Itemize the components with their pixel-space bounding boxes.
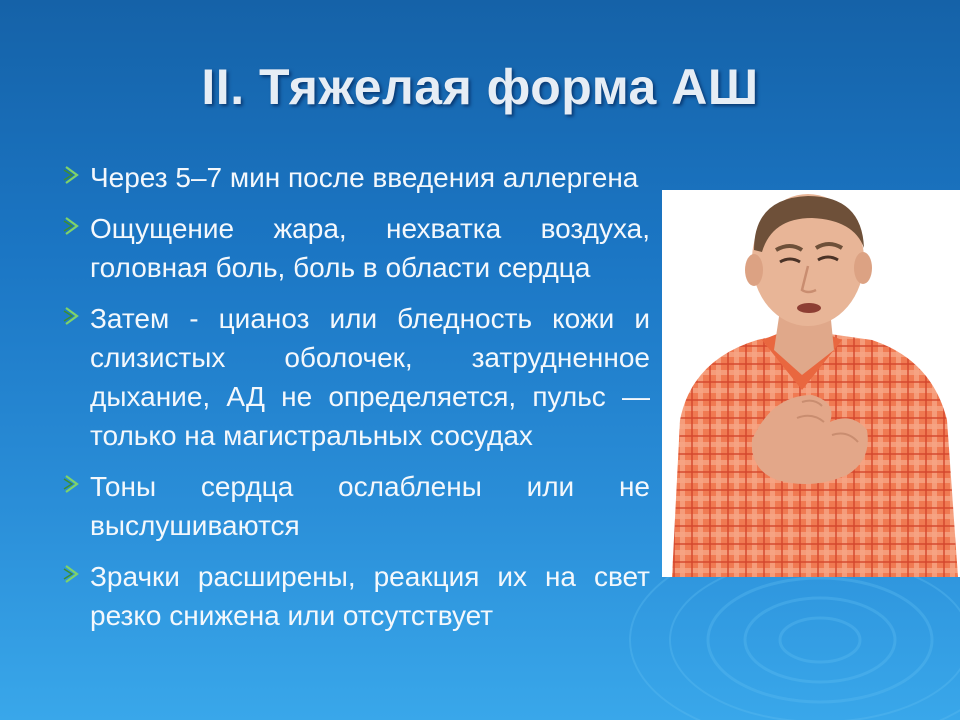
bullet-item — [62, 299, 650, 455]
arrow-bullet-icon — [62, 164, 82, 186]
slide-title: II. Тяжелая форма АШ — [201, 59, 759, 115]
arrow-bullet-icon — [62, 473, 82, 495]
arrow-bullet-icon — [62, 563, 82, 585]
bullet-text: Затем - цианоз или бледность кожи и слизистых оболочек, затрудненное дыхание, АД не определяется, пульс — только на магистральных сосудах — [90, 303, 650, 451]
bullet-item — [62, 158, 650, 197]
bullet-item — [62, 467, 650, 545]
man-clutching-chest-photo — [662, 190, 960, 577]
bullet-list — [62, 158, 650, 647]
bullet-text: Зрачки расширены, реакция их на свет резко снижена или отсутствует — [90, 561, 650, 631]
bullet-item — [62, 557, 650, 635]
bullet-item — [62, 209, 650, 287]
bullet-text: Ощущение жара, нехватка воздуха, головная боль, боль в области сердца — [90, 213, 650, 283]
arrow-bullet-icon — [62, 305, 82, 327]
bullet-text: Через 5–7 мин после введения аллергена — [90, 162, 639, 193]
bullet-text: Тоны сердца ослаблены или не выслушиваются — [90, 471, 650, 541]
arrow-bullet-icon — [62, 215, 82, 237]
